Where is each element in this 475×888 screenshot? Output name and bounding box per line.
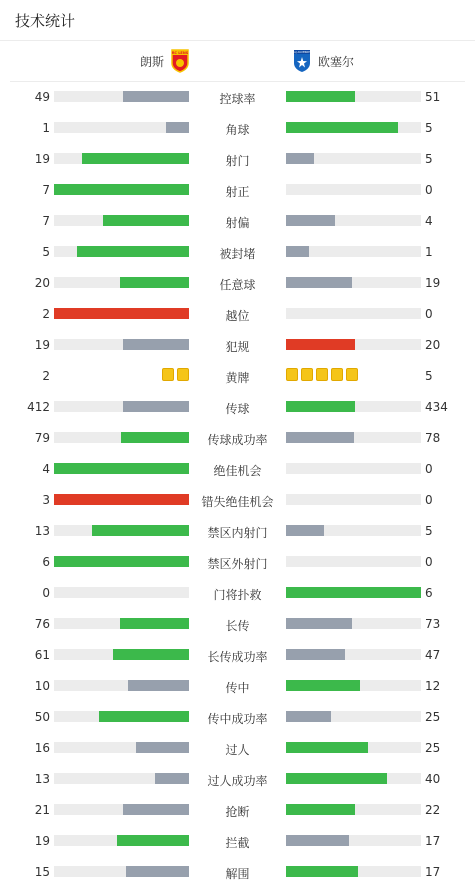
away-stat-bar-fill <box>286 153 314 164</box>
away-stat-value: 20 <box>425 338 441 352</box>
stat-row <box>0 174 475 205</box>
away-stat-value: 0 <box>425 493 433 507</box>
home-stat-bar <box>54 525 189 536</box>
stat-label: 射正 <box>225 185 250 199</box>
away-stat-value: 17 <box>425 834 441 848</box>
home-stat-value: 15 <box>34 865 50 879</box>
home-stat-value: 13 <box>34 524 50 538</box>
home-stat-bar-fill <box>128 680 189 691</box>
home-stat-bar-fill <box>166 122 189 133</box>
stat-label: 拦截 <box>225 836 250 850</box>
home-stat-bar <box>54 91 189 102</box>
away-stat-bar <box>286 432 421 443</box>
home-stat-bar <box>54 587 189 598</box>
away-stat-value: 0 <box>425 462 433 476</box>
away-stat-bar <box>286 463 421 474</box>
away-stat-value: 0 <box>425 307 433 321</box>
away-stat-bar <box>286 215 421 226</box>
yellow-card-icon <box>331 368 343 381</box>
away-stat-bar-fill <box>286 835 349 846</box>
home-stat-bar-fill <box>54 494 189 505</box>
stat-label: 被封堵 <box>219 247 256 261</box>
away-stat-bar-fill <box>286 711 331 722</box>
away-badge-text: AJ AUXERRE <box>294 51 310 55</box>
home-stat-value: 10 <box>34 679 50 693</box>
away-stat-bar-fill <box>286 742 368 753</box>
away-team-badge-icon <box>292 49 312 73</box>
away-stat-value: 51 <box>425 90 441 104</box>
stat-row <box>0 794 475 825</box>
home-stat-bar <box>54 742 189 753</box>
stat-label: 黄牌 <box>225 371 250 385</box>
home-stat-bar <box>54 463 189 474</box>
home-stat-value: 50 <box>34 710 50 724</box>
home-stat-bar <box>54 680 189 691</box>
home-stat-value: 5 <box>42 245 50 259</box>
away-stat-bar <box>286 401 421 412</box>
home-stat-bar <box>54 401 189 412</box>
stat-row <box>0 856 475 887</box>
stat-row <box>0 205 475 236</box>
away-stat-bar <box>286 308 421 319</box>
yellow-card-icon <box>346 368 358 381</box>
home-stat-bar <box>54 711 189 722</box>
stat-label: 传球成功率 <box>207 433 268 447</box>
home-stat-bar-fill <box>54 308 189 319</box>
home-stat-bar <box>54 339 189 350</box>
away-stat-value: 22 <box>425 803 441 817</box>
away-stat-value: 12 <box>425 679 441 693</box>
home-stat-value: 61 <box>34 648 50 662</box>
stat-row <box>0 608 475 639</box>
home-stat-bar-fill <box>54 184 189 195</box>
home-stat-value: 16 <box>34 741 50 755</box>
home-stat-bar <box>54 153 189 164</box>
home-stat-value: 20 <box>34 276 50 290</box>
home-stat-bar <box>54 773 189 784</box>
home-stat-value: 13 <box>34 772 50 786</box>
home-stat-bar-fill <box>121 432 189 443</box>
away-stat-value: 5 <box>425 152 433 166</box>
stat-label: 禁区内射门 <box>207 526 268 540</box>
stats-list <box>0 81 475 887</box>
yellow-card-icon <box>162 368 174 381</box>
away-stat-bar <box>286 91 421 102</box>
home-stat-value: 6 <box>42 555 50 569</box>
home-stat-bar-fill <box>120 277 189 288</box>
stat-row <box>0 577 475 608</box>
away-stat-value: 25 <box>425 710 441 724</box>
away-stat-bar <box>286 184 421 195</box>
away-stat-value: 0 <box>425 183 433 197</box>
home-stat-value: 79 <box>34 431 50 445</box>
away-team <box>292 41 354 81</box>
home-stat-bar-fill <box>123 339 189 350</box>
home-stat-value: 21 <box>34 803 50 817</box>
away-stat-bar <box>286 556 421 567</box>
away-stat-value: 1 <box>425 245 433 259</box>
yellow-card-icon <box>316 368 328 381</box>
away-stat-bar-fill <box>286 122 398 133</box>
stat-row <box>0 763 475 794</box>
stat-row <box>0 422 475 453</box>
away-stat-bar <box>286 773 421 784</box>
away-stat-bar <box>286 618 421 629</box>
home-stat-bar-fill <box>113 649 189 660</box>
stat-label: 越位 <box>225 309 250 323</box>
stat-row <box>0 236 475 267</box>
stat-row <box>0 639 475 670</box>
yellow-card-icon <box>286 368 298 381</box>
stat-label: 门将扑救 <box>213 588 262 602</box>
away-stat-value: 6 <box>425 586 433 600</box>
home-stat-bar-fill <box>54 463 189 474</box>
stat-row <box>0 81 475 112</box>
away-stat-bar-fill <box>286 91 355 102</box>
home-stat-bar <box>54 556 189 567</box>
home-stat-bar-fill <box>92 525 189 536</box>
stat-label: 过人成功率 <box>207 774 268 788</box>
stat-label: 禁区外射门 <box>207 557 268 571</box>
away-stat-bar <box>286 494 421 505</box>
away-stat-bar-fill <box>286 277 352 288</box>
stat-row <box>0 267 475 298</box>
stat-label: 射门 <box>225 154 250 168</box>
away-stat-value: 17 <box>425 865 441 879</box>
away-stat-bar <box>286 835 421 846</box>
home-badge-text: RC LENS <box>171 51 189 55</box>
home-stat-bar-fill <box>82 153 189 164</box>
away-stat-bar <box>286 122 421 133</box>
away-stat-value: 40 <box>425 772 441 786</box>
yellow-card-icon <box>301 368 313 381</box>
home-stat-bar <box>54 246 189 257</box>
away-stat-bar <box>286 680 421 691</box>
home-stat-bar-fill <box>77 246 189 257</box>
away-stat-value: 4 <box>425 214 433 228</box>
away-stat-bar-fill <box>286 339 355 350</box>
home-stat-bar-fill <box>123 91 189 102</box>
home-stat-value: 0 <box>42 586 50 600</box>
stat-label: 绝佳机会 <box>213 464 262 478</box>
away-stat-bar <box>286 742 421 753</box>
away-stat-value: 78 <box>425 431 441 445</box>
home-stat-value: 412 <box>27 400 50 414</box>
home-stat-bar-fill <box>123 401 189 412</box>
away-stat-value: 434 <box>425 400 448 414</box>
home-stat-bar-fill <box>54 556 189 567</box>
teams-header <box>10 41 465 82</box>
stat-label: 抢断 <box>225 805 250 819</box>
away-stat-bar <box>286 649 421 660</box>
home-stat-value: 1 <box>42 121 50 135</box>
away-stat-bar-fill <box>286 432 354 443</box>
away-stat-bar-fill <box>286 401 355 412</box>
stat-row <box>0 515 475 546</box>
stat-label: 控球率 <box>219 92 256 106</box>
stat-row <box>0 112 475 143</box>
away-stat-bar <box>286 525 421 536</box>
stat-row <box>0 825 475 856</box>
away-stat-value: 47 <box>425 648 441 662</box>
stat-label: 长传 <box>225 619 250 633</box>
stat-label: 传中成功率 <box>207 712 268 726</box>
away-stat-value: 25 <box>425 741 441 755</box>
away-yellow-cards <box>286 368 358 381</box>
away-stat-value: 0 <box>425 555 433 569</box>
home-team-badge-icon <box>170 49 190 73</box>
stat-label: 任意球 <box>219 278 256 292</box>
home-stat-value: 19 <box>34 152 50 166</box>
home-stat-bar-fill <box>155 773 189 784</box>
yellow-card-icon <box>177 368 189 381</box>
home-stat-bar-fill <box>117 835 189 846</box>
home-stat-bar <box>54 432 189 443</box>
stat-label: 犯规 <box>225 340 250 354</box>
stat-row <box>0 484 475 515</box>
home-stat-bar-fill <box>99 711 189 722</box>
away-stat-bar <box>286 339 421 350</box>
away-team-name: 欧塞尔 <box>318 54 355 69</box>
stat-label: 解围 <box>225 867 250 881</box>
home-stat-value: 7 <box>42 183 50 197</box>
home-stat-value: 2 <box>42 307 50 321</box>
stat-row <box>0 732 475 763</box>
stat-label: 传球 <box>225 402 250 416</box>
stat-label: 错失绝佳机会 <box>201 495 274 509</box>
home-stat-bar <box>54 308 189 319</box>
home-stat-value: 2 <box>42 369 50 383</box>
home-yellow-cards <box>162 368 189 381</box>
home-stat-value: 3 <box>42 493 50 507</box>
away-stat-bar-fill <box>286 618 352 629</box>
away-stat-bar <box>286 246 421 257</box>
away-stat-value: 5 <box>425 369 433 383</box>
stat-row <box>0 391 475 422</box>
home-stat-value: 4 <box>42 462 50 476</box>
home-stat-bar-fill <box>126 866 189 877</box>
away-stat-value: 73 <box>425 617 441 631</box>
away-stat-bar-fill <box>286 773 387 784</box>
home-stat-bar-fill <box>123 804 189 815</box>
stat-row <box>0 143 475 174</box>
home-stat-value: 76 <box>34 617 50 631</box>
home-stat-bar-fill <box>136 742 189 753</box>
away-stat-bar-fill <box>286 866 358 877</box>
page-title: 技术统计 <box>15 11 76 30</box>
home-stat-value: 7 <box>42 214 50 228</box>
stat-row <box>0 453 475 484</box>
away-stat-bar-fill <box>286 680 360 691</box>
away-stat-value: 5 <box>425 121 433 135</box>
away-stat-bar-fill <box>286 587 421 598</box>
home-stat-bar <box>54 618 189 629</box>
stat-row <box>0 360 475 391</box>
home-stat-value: 19 <box>34 338 50 352</box>
stat-row <box>0 298 475 329</box>
away-stat-bar-fill <box>286 804 355 815</box>
away-stat-bar <box>286 804 421 815</box>
home-stat-bar <box>54 835 189 846</box>
away-stat-bar <box>286 587 421 598</box>
stat-row <box>0 546 475 577</box>
away-stat-bar <box>286 711 421 722</box>
home-stat-bar <box>54 122 189 133</box>
home-stat-bar-fill <box>103 215 189 226</box>
away-stat-bar <box>286 153 421 164</box>
home-stat-bar <box>54 494 189 505</box>
home-stat-bar <box>54 866 189 877</box>
away-stat-bar-fill <box>286 246 309 257</box>
stat-label: 过人 <box>225 743 250 757</box>
home-stat-bar-fill <box>120 618 189 629</box>
home-stat-bar <box>54 277 189 288</box>
stat-label: 传中 <box>225 681 250 695</box>
away-stat-value: 5 <box>425 524 433 538</box>
home-stat-bar <box>54 215 189 226</box>
home-stat-bar <box>54 804 189 815</box>
away-stat-bar <box>286 277 421 288</box>
home-team-name: 朗斯 <box>139 54 164 69</box>
home-stat-value: 49 <box>34 90 50 104</box>
away-stat-bar <box>286 866 421 877</box>
stat-row <box>0 701 475 732</box>
home-team <box>140 41 190 81</box>
stat-label: 角球 <box>225 123 250 137</box>
away-stat-bar-fill <box>286 649 345 660</box>
home-stat-bar <box>54 184 189 195</box>
home-stat-value: 19 <box>34 834 50 848</box>
stat-label: 长传成功率 <box>207 650 268 664</box>
header <box>0 0 475 41</box>
stat-row <box>0 329 475 360</box>
away-stat-bar-fill <box>286 525 324 536</box>
away-stat-bar-fill <box>286 215 335 226</box>
away-stat-value: 19 <box>425 276 441 290</box>
stat-row <box>0 670 475 701</box>
home-stat-bar <box>54 649 189 660</box>
stat-label: 射偏 <box>225 216 250 230</box>
